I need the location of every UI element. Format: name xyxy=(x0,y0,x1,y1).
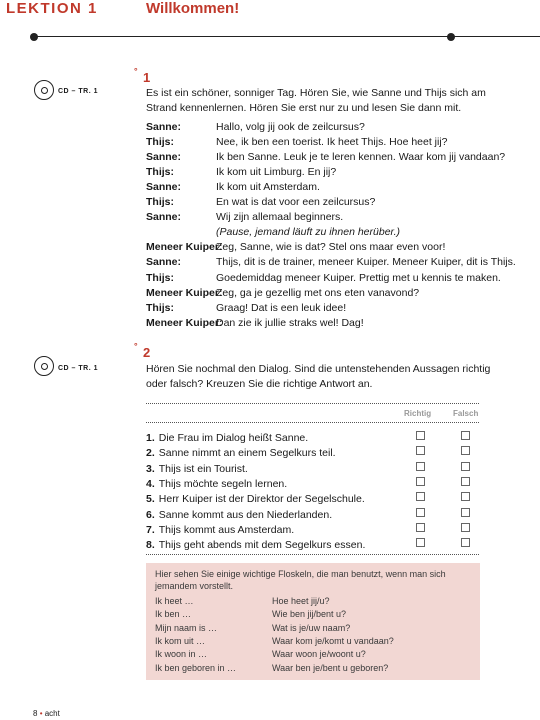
dialog-line: Ik ben Sanne. Leuk je te leren kennen. Waar kom jij vandaan? xyxy=(216,151,506,164)
exercise-marker-icon: ° xyxy=(134,341,138,351)
phrase-answer: Ik woon in … xyxy=(155,649,208,660)
dialog-speaker: Sanne: xyxy=(146,256,182,269)
statement-text: Die Frau im Dialog heißt Sanne. xyxy=(158,432,309,444)
dialog-speaker: Thijs: xyxy=(146,166,174,179)
checkbox-falsch[interactable] xyxy=(461,508,470,517)
dotted-divider xyxy=(146,403,479,404)
dialog-line: Zeg, ga je gezellig met ons eten vanavond? xyxy=(216,286,420,299)
rule-dot-left xyxy=(30,33,38,41)
checkbox-falsch[interactable] xyxy=(461,538,470,547)
phrase-question: Hoe heet jij/u? xyxy=(272,596,330,606)
checkbox-richtig[interactable] xyxy=(416,462,425,471)
checkbox-falsch[interactable] xyxy=(461,477,470,486)
dialog-line: Zeg, Sanne, wie is dat? Stel ons maar even voor! xyxy=(216,241,446,254)
checkbox-richtig[interactable] xyxy=(416,492,425,501)
phrase-question: Wie ben jij/bent u? xyxy=(272,609,347,620)
dialog-speaker: Meneer Kuiper: xyxy=(146,286,223,299)
checkbox-richtig[interactable] xyxy=(416,477,425,486)
checkbox-richtig[interactable] xyxy=(416,508,425,517)
dialog-line: (Pause, jemand läuft zu ihnen herüber.) xyxy=(216,226,401,239)
checkbox-falsch[interactable] xyxy=(461,523,470,532)
phrase-answer: Ik kom uit … xyxy=(155,635,206,646)
statement-number: 4. xyxy=(146,477,155,490)
checkbox-richtig[interactable] xyxy=(416,538,425,547)
dialog-speaker: Sanne: xyxy=(146,181,182,194)
statement-number: 8. xyxy=(146,539,155,552)
lesson-label: LEKTION 1 xyxy=(6,0,98,17)
checkbox-richtig[interactable] xyxy=(416,523,425,532)
footer-bullet-icon: • xyxy=(39,709,43,718)
statement-number: 5. xyxy=(146,493,155,506)
cd-track-label: CD – TR. 1 xyxy=(58,88,99,95)
checkbox-falsch[interactable] xyxy=(461,446,470,455)
statement-text: Thijs kommt aus Amsterdam. xyxy=(158,523,295,536)
dialog-speaker: Meneer Kuiper: xyxy=(146,241,223,254)
statement-text: Herr Kuiper ist der Direktor der Segelschule. xyxy=(158,493,365,506)
phrase-answer: Ik ben geboren in … xyxy=(155,662,237,673)
statement-text: Thijs geht abends mit dem Segelkurs essen. xyxy=(158,539,366,552)
dialog-speaker: Thijs: xyxy=(146,196,174,209)
statement-row xyxy=(146,505,480,519)
dialog-line: Graag! Dat is een leuk idee! xyxy=(216,301,347,314)
cd-track-label: CD – TR. 1 xyxy=(58,365,99,372)
checkbox-richtig[interactable] xyxy=(416,431,425,440)
page-title: Willkommen! xyxy=(146,0,240,17)
phrase-answer: Ik heet … xyxy=(155,596,194,606)
dialog-line: Hallo, volg jij ook de zeilcursus? xyxy=(216,121,365,133)
phrase-question: Waar ben je/bent u geboren? xyxy=(272,662,389,673)
statement-text: Sanne nimmt an einem Segelkurs teil. xyxy=(158,447,336,460)
statement-number: 2. xyxy=(146,447,155,460)
statement-row xyxy=(146,428,480,442)
dialog-line: Nee, ik ben een toerist. Ik heet Thijs. Hoe heet jij? xyxy=(216,136,448,149)
dotted-divider xyxy=(146,422,479,423)
exercise-number: 1 xyxy=(143,70,151,85)
dialog-line: Ik kom uit Amsterdam. xyxy=(216,181,320,194)
statement-number: 6. xyxy=(146,508,155,521)
dialog-line: Dan zie ik jullie straks wel! Dag! xyxy=(216,316,364,329)
page-footer xyxy=(33,709,60,718)
page-number: 8 xyxy=(33,709,38,718)
statement-number: 1. xyxy=(146,432,155,444)
dialog-speaker: Sanne: xyxy=(146,121,182,133)
statement-text: Thijs ist ein Tourist. xyxy=(158,462,248,475)
phrase-answer: Mijn naam is … xyxy=(155,622,218,633)
rule-dot-right xyxy=(447,33,455,41)
checkbox-falsch[interactable] xyxy=(461,431,470,440)
cd-icon[interactable] xyxy=(34,356,54,376)
dialog-line: Ik kom uit Limburg. En jij? xyxy=(216,166,337,179)
header-rule xyxy=(33,36,540,37)
dialog-speaker: Thijs: xyxy=(146,136,174,149)
phrase-question: Waar kom je/komt u vandaan? xyxy=(272,635,394,646)
dialog-line: Wij zijn allemaal beginners. xyxy=(216,211,344,224)
dialog-line: Goedemiddag meneer Kuiper. Prettig met u kennis te maken. xyxy=(216,271,501,284)
dialog-speaker: Sanne: xyxy=(146,211,182,224)
column-header-richtig: Richtig xyxy=(404,409,432,418)
phrase-question: Wat is je/uw naam? xyxy=(272,622,351,633)
statement-row xyxy=(146,474,480,488)
column-header-falsch: Falsch xyxy=(453,409,479,418)
dialog-speaker: Meneer Kuiper: xyxy=(146,316,223,329)
statement-row xyxy=(146,535,480,552)
exercise-instruction: Es ist ein schöner, sonniger Tag. Hören Sie, wie Sanne und Thijs sich am Strand kennenlernen. Hören Sie erst nur zu und lesen Sie dann mit. xyxy=(146,87,486,114)
statement-number: 7. xyxy=(146,523,155,536)
statement-row xyxy=(146,489,480,506)
statement-row xyxy=(146,443,480,460)
statement-text: Thijs möchte segeln lernen. xyxy=(158,477,288,490)
statement-row xyxy=(146,520,480,534)
dialog-speaker: Thijs: xyxy=(146,271,174,284)
checkbox-richtig[interactable] xyxy=(416,446,425,455)
dialog-line: En wat is dat voor een zeilcursus? xyxy=(216,196,376,209)
statement-number: 3. xyxy=(146,462,155,475)
dialog-speaker: Thijs: xyxy=(146,301,174,314)
dotted-divider xyxy=(146,554,479,555)
checkbox-falsch[interactable] xyxy=(461,492,470,501)
statement-row xyxy=(146,459,480,473)
cd-icon[interactable] xyxy=(34,80,54,100)
page-word: acht xyxy=(44,709,60,718)
phrase-intro: Hier sehen Sie einige wichtige Floskeln, die man benutzt, wenn man sich jemandem vorstellt. xyxy=(155,569,446,591)
phrase-question: Waar woon je/woont u? xyxy=(272,649,366,660)
exercise-marker-icon: ° xyxy=(134,66,138,76)
exercise-instruction: Hören Sie nochmal den Dialog. Sind die untenstehenden Aussagen richtig oder falsch? Kreuzen Sie die richtige Antwort an. xyxy=(146,363,491,390)
phrase-answer: Ik ben … xyxy=(155,609,192,620)
checkbox-falsch[interactable] xyxy=(461,462,470,471)
exercise-number: 2 xyxy=(143,345,151,360)
dialog-line: Thijs, dit is de trainer, meneer Kuiper. Meneer Kuiper, dit is Thijs. xyxy=(216,256,516,269)
statement-text: Sanne kommt aus den Niederlanden. xyxy=(158,508,333,521)
dialog-speaker: Sanne: xyxy=(146,151,182,164)
